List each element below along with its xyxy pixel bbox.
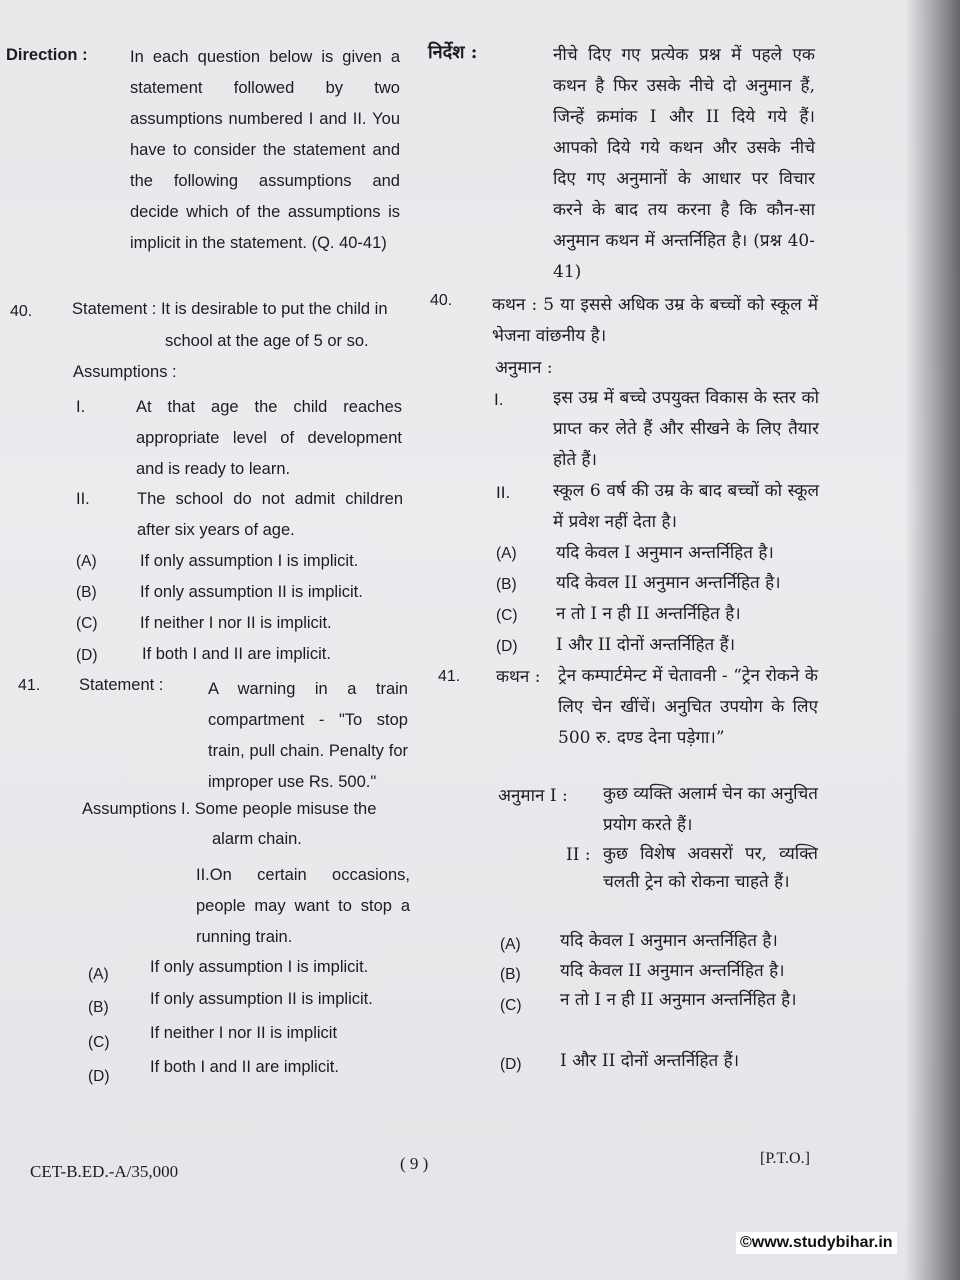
q41-option-d-label: (D) <box>88 1068 110 1085</box>
q41-assumption2-text: II.On certain occasions, people may want to stop a running train. <box>196 866 410 946</box>
hi-q41-option-b-text: यदि केवल II अनुमान अन्तर्निहित है। <box>560 961 785 981</box>
q40-option-d-text: If both I and II are implicit. <box>142 645 331 663</box>
watermark: ©www.studybihar.in <box>736 1232 897 1254</box>
page-number: ( 9 ) <box>400 1154 429 1173</box>
q40-assumption1-text: At that age the child reaches appropriate level of development and is ready to learn. <box>136 398 402 478</box>
q40-assumption1-num: I. <box>76 398 86 416</box>
hi-q40-option-a-label: (A) <box>496 545 517 562</box>
q41-option-c-text: If neither I nor II is implicit <box>150 1024 338 1042</box>
hi-q41-option-a-label: (A) <box>500 936 521 953</box>
q40-number: 40. <box>10 303 33 320</box>
hi-q40-option-a-text: यदि केवल I अनुमान अन्तर्निहित है। <box>556 543 774 563</box>
hi-q41-assumption2-label: II : <box>566 845 591 865</box>
q41-option-a-label: (A) <box>88 966 109 983</box>
q40-assumption2-num: II. <box>76 490 90 508</box>
hi-q41-option-c-label: (C) <box>500 997 522 1014</box>
hi-q41-assumption1-text: कुछ व्यक्ति अलार्म चेन का अनुचित प्रयोग करते हैं। <box>603 784 818 835</box>
hi-q40-statement: कथन : 5 या इससे अधिक उम्र के बच्चों को स्कूल में भेजना वांछनीय है। <box>492 295 818 346</box>
hi-q40-assumption2-num: II. <box>496 483 511 502</box>
hi-q41-statement-label: कथन : <box>496 667 541 687</box>
q40-option-b-label: (B) <box>76 584 97 601</box>
hi-q41-option-b-label: (B) <box>500 966 521 983</box>
q41-option-d-text: If both I and II are implicit. <box>150 1058 339 1076</box>
hi-q41-assumption1-label: अनुमान I : <box>498 786 568 806</box>
q41-option-b-text: If only assumption II is implicit. <box>150 990 373 1008</box>
q41-option-c-label: (C) <box>88 1034 110 1051</box>
q41-assumptions-line1: Assumptions I. Some people misuse the <box>82 800 377 818</box>
hi-q40-option-d-text: I और II दोनों अन्तर्निहित हैं। <box>556 635 736 655</box>
q41-statement-label: Statement : <box>79 676 164 694</box>
hi-q40-option-b-text: यदि केवल II अनुमान अन्तर्निहित है। <box>556 573 781 593</box>
q40-statement-line1: Statement : It is desirable to put the child in <box>72 300 388 318</box>
q40-option-c-label: (C) <box>76 615 98 632</box>
hi-q40-option-b-label: (B) <box>496 576 517 593</box>
hi-q40-option-d-label: (D) <box>496 638 518 655</box>
english-column <box>0 0 430 1120</box>
q40-assumption2-text: The school do not admit children after six years of age. <box>137 490 403 539</box>
hi-q40-assumption2-text: स्कूल 6 वर्ष की उम्र के बाद बच्चों को स्कूल में प्रवेश नहीं देता है। <box>553 481 819 532</box>
hi-q41-option-c-text: न तो I न ही II अनुमान अन्तर्निहित है। <box>560 990 797 1010</box>
hi-q40-option-c-label: (C) <box>496 607 518 624</box>
q41-number: 41. <box>18 677 41 694</box>
hi-direction-label: निर्देश : <box>428 42 478 63</box>
hi-q40-option-c-text: न तो I न ही II अन्तर्निहित है। <box>556 604 741 624</box>
q41-option-b-label: (B) <box>88 999 109 1016</box>
hi-q41-number: 41. <box>438 668 461 685</box>
hi-q41-assumption2-text: कुछ विशेष अवसरों पर, व्यक्ति चलती ट्रेन को रोकना चाहते हैं। <box>603 844 818 892</box>
direction-label: Direction : <box>6 46 88 64</box>
hi-direction-text: नीचे दिए गए प्रत्येक प्रश्न में पहले एक कथन है फिर उसके नीचे दो अनुमान हैं, जिन्हें क्रमांक I और II दिये गये हैं। आपको दिये गये कथन और उसके नीचे दिए गए अनुमानों के आधार पर विचार करने के बाद तय करना है कि कौन-सा अनुमान कथन में अन्तर्निहित है। (प्रश्न 40-41) <box>553 45 815 282</box>
q40-option-a-label: (A) <box>76 553 97 570</box>
q41-statement-text: A warning in a train compartment - "To stop train, pull chain. Penalty for improper use Rs. 500." <box>208 680 408 791</box>
hindi-column <box>420 0 840 1120</box>
hi-q41-option-a-text: यदि केवल I अनुमान अन्तर्निहित है। <box>560 931 778 951</box>
hi-q41-option-d-text: I और II दोनों अन्तर्निहित हैं। <box>560 1051 740 1071</box>
q41-assumptions-line2: alarm chain. <box>212 830 302 848</box>
hi-q40-assumptions-label: अनुमान : <box>495 358 553 378</box>
pto-label: [P.T.O.] <box>760 1150 810 1167</box>
q40-assumptions-label: Assumptions : <box>73 363 177 381</box>
direction-text: In each question below is given a statement followed by two assumptions numbered I and II. You have to consider the statement and the following assumptions and decide which of the assumptions is implicit in the statement. (Q. 40-41) <box>130 48 400 252</box>
q40-option-b-text: If only assumption II is implicit. <box>140 583 363 601</box>
q40-option-d-label: (D) <box>76 647 98 664</box>
q40-option-c-text: If neither I nor II is implicit. <box>140 614 332 632</box>
q41-option-a-text: If only assumption I is implicit. <box>150 958 369 976</box>
q40-option-a-text: If only assumption I is implicit. <box>140 552 359 570</box>
booklet-code: CET-B.ED.-A/35,000 <box>30 1162 179 1181</box>
q40-statement-line2: school at the age of 5 or so. <box>165 332 369 350</box>
hi-q40-assumption1-num: I. <box>494 390 504 409</box>
page-edge-shadow <box>905 0 960 1280</box>
hi-q40-assumption1-text: इस उम्र में बच्चे उपयुक्त विकास के स्तर को प्राप्त कर लेते हैं और सीखने के लिए तैयार होते हैं। <box>553 388 819 470</box>
hi-q40-number: 40. <box>430 292 453 309</box>
hi-q41-statement-text: ट्रेन कम्पार्टमेन्ट में चेतावनी - “ट्रेन रोकने के लिए चेन खींचें। अनुचित उपयोग के लिए 500 रु. दण्ड देना पड़ेगा।” <box>558 666 818 748</box>
hi-q41-option-d-label: (D) <box>500 1056 522 1073</box>
